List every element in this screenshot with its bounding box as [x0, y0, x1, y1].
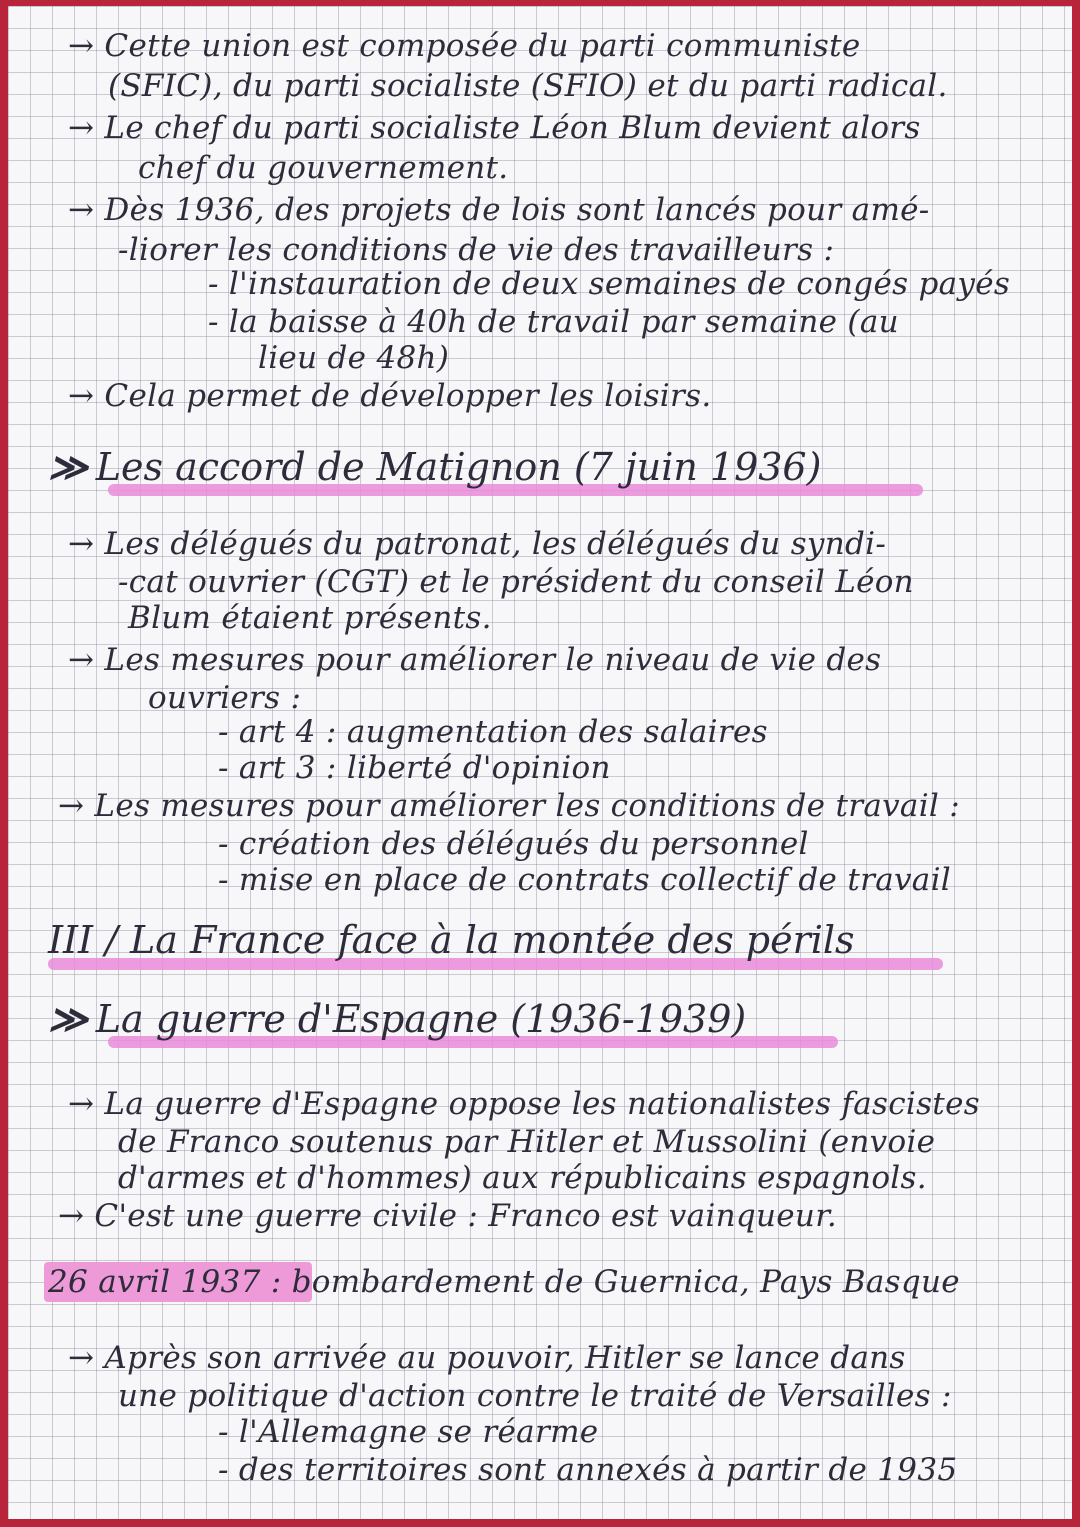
- date-line: [48, 1264, 960, 1300]
- heading-text: Les accord de Matignon (7 juin 1936): [95, 445, 822, 489]
- note-line: → Les délégués du patronat, les délégués du syndi-: [68, 526, 887, 562]
- note-line: ouvriers :: [148, 680, 302, 716]
- note-line: -liorer les conditions de vie des travailleurs :: [118, 232, 835, 268]
- heading-matignon: [48, 444, 821, 489]
- note-line: - création des délégués du personnel: [218, 826, 809, 862]
- heading-espagne: [48, 996, 746, 1041]
- note-line: - des territoires sont annexés à partir de 1935: [218, 1452, 958, 1488]
- note-line: → Les mesures pour améliorer les conditions de travail :: [58, 788, 961, 824]
- note-line: → Après son arrivée au pouvoir, Hitler se lance dans: [68, 1340, 906, 1376]
- notebook-page: [8, 6, 1072, 1519]
- note-line: de Franco soutenus par Hitler et Mussolini (envoie: [118, 1124, 936, 1160]
- note-line: - mise en place de contrats collectif de travail: [218, 862, 952, 898]
- note-line: → Le chef du parti socialiste Léon Blum devient alors: [68, 110, 921, 146]
- note-line: une politique d'action contre le traité de Versailles :: [118, 1378, 952, 1414]
- note-line: - l'instauration de deux semaines de congés payés: [208, 266, 1011, 302]
- note-line: → La guerre d'Espagne oppose les nationalistes fascistes: [68, 1086, 980, 1122]
- note-line: → Les mesures pour améliorer le niveau de vie des: [68, 642, 882, 678]
- note-line: → C'est une guerre civile : Franco est vainqueur.: [58, 1198, 838, 1234]
- note-line: → Cela permet de développer les loisirs.: [68, 378, 712, 414]
- chevron-icon: ≫: [48, 996, 88, 1041]
- note-line: -cat ouvrier (CGT) et le président du conseil Léon: [118, 564, 914, 600]
- note-line: - l'Allemagne se réarme: [218, 1414, 599, 1450]
- note-line: chef du gouvernement.: [138, 150, 509, 186]
- note-line: → Cette union est composée du parti communiste: [68, 28, 861, 64]
- section-title: III / La France face à la montée des périls: [48, 918, 855, 962]
- note-line: lieu de 48h): [258, 340, 450, 376]
- note-line: - art 3 : liberté d'opinion: [218, 750, 611, 786]
- heading-text: La guerre d'Espagne (1936-1939): [95, 997, 747, 1041]
- date-label: 26 avril 1937 :: [48, 1264, 282, 1300]
- note-line: - art 4 : augmentation des salaires: [218, 714, 768, 750]
- note-line: → Dès 1936, des projets de lois sont lancés pour amé-: [68, 192, 930, 228]
- note-line: (SFIC), du parti socialiste (SFIO) et du parti radical.: [108, 68, 948, 104]
- date-text: bombardement de Guernica, Pays Basque: [291, 1264, 960, 1300]
- note-line: Blum étaient présents.: [128, 600, 492, 636]
- note-line: d'armes et d'hommes) aux républicains espagnols.: [118, 1160, 927, 1196]
- chevron-icon: ≫: [48, 444, 88, 489]
- note-line: - la baisse à 40h de travail par semaine (au: [208, 304, 899, 340]
